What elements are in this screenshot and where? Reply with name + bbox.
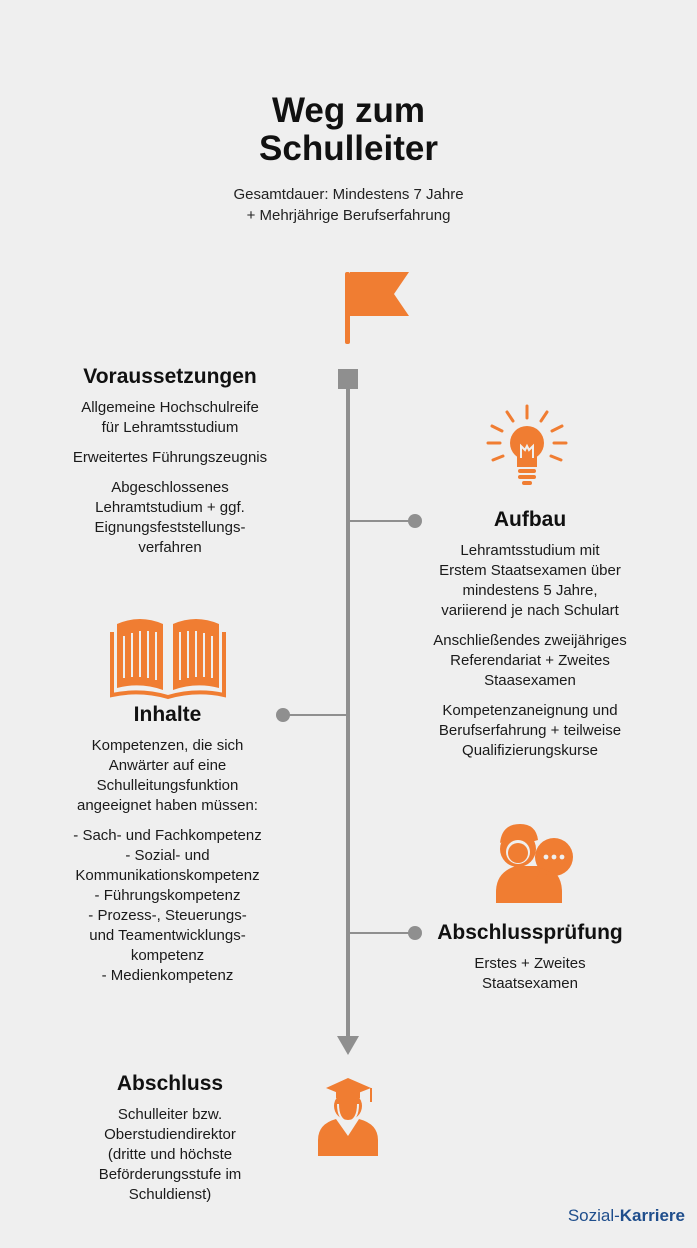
graduate-icon [318,1078,378,1156]
lightbulb-icon [488,406,566,485]
timeline-arrow [337,1036,359,1055]
section-text: Erstes + Zweites Staatsexamen [474,955,586,992]
person-chat-icon [496,824,573,903]
section-title: Abschluss [116,1072,224,1095]
timeline-start-marker [338,369,358,389]
section-abschluss [20,1071,320,1205]
brand-part-2: Karriere [619,1206,685,1225]
title-line-1: Weg zum [272,91,425,130]
section-aufbau [380,507,680,761]
section-text: Anschließendes zweijähriges Referendariat + Zweites Staasexamen [433,632,627,689]
section-text: Lehramtsstudium mit Erstem Staatsexamen über mindestens 5 Jahre, variierend je nach Schulart [439,542,621,619]
section-text: Kompetenzaneignung und Berufserfahrung + teilweise Qualifizierungskurse [438,702,622,759]
section-title: Voraussetzungen [83,365,257,388]
book-icon [112,619,224,697]
section-title: Aufbau [493,508,567,531]
section-text: Erweitertes Führungszeugnis [72,449,268,466]
brand-logo [568,1206,685,1226]
brand-part-1: Sozial- [567,1206,620,1225]
section-text: Kompetenzen, die sich Anwärter auf eine Schulleitungsfunktion angeeignet haben müssen: [77,737,258,814]
section-text: Abgeschlossenes Lehramtstudium + ggf. Eignungsfeststellungs- verfahren [94,479,246,556]
subtitle-line-1: Gesamtdauer: Mindestens 7 Jahre [233,186,464,203]
section-inhalte [15,702,320,986]
section-title: Inhalte [133,703,202,726]
section-text: Schulleiter bzw. Oberstudiendirektor (dritte und höchste Beförderungsstufe im Schuldienst) [98,1106,242,1203]
section-voraussetzungen [20,364,320,558]
flag-icon [345,272,409,344]
section-abschlusspruefung [380,920,680,994]
section-text: Allgemeine Hochschulreife für Lehramtsstudium [81,399,259,436]
section-title: Abschlussprüfung [437,921,623,944]
title-line-2: Schulleiter [259,129,438,168]
timeline-line [346,389,350,1037]
subtitle-line-2: + Mehrjährige Berufserfahrung [246,207,451,224]
section-text: - Sach- und Fachkompetenz - Sozial- und Kommunikationskompetenz - Führungskompetenz - Prozess-, Steuerungs- und Teamentwicklungs- kompetenz - Medienkompetenz [73,827,262,984]
